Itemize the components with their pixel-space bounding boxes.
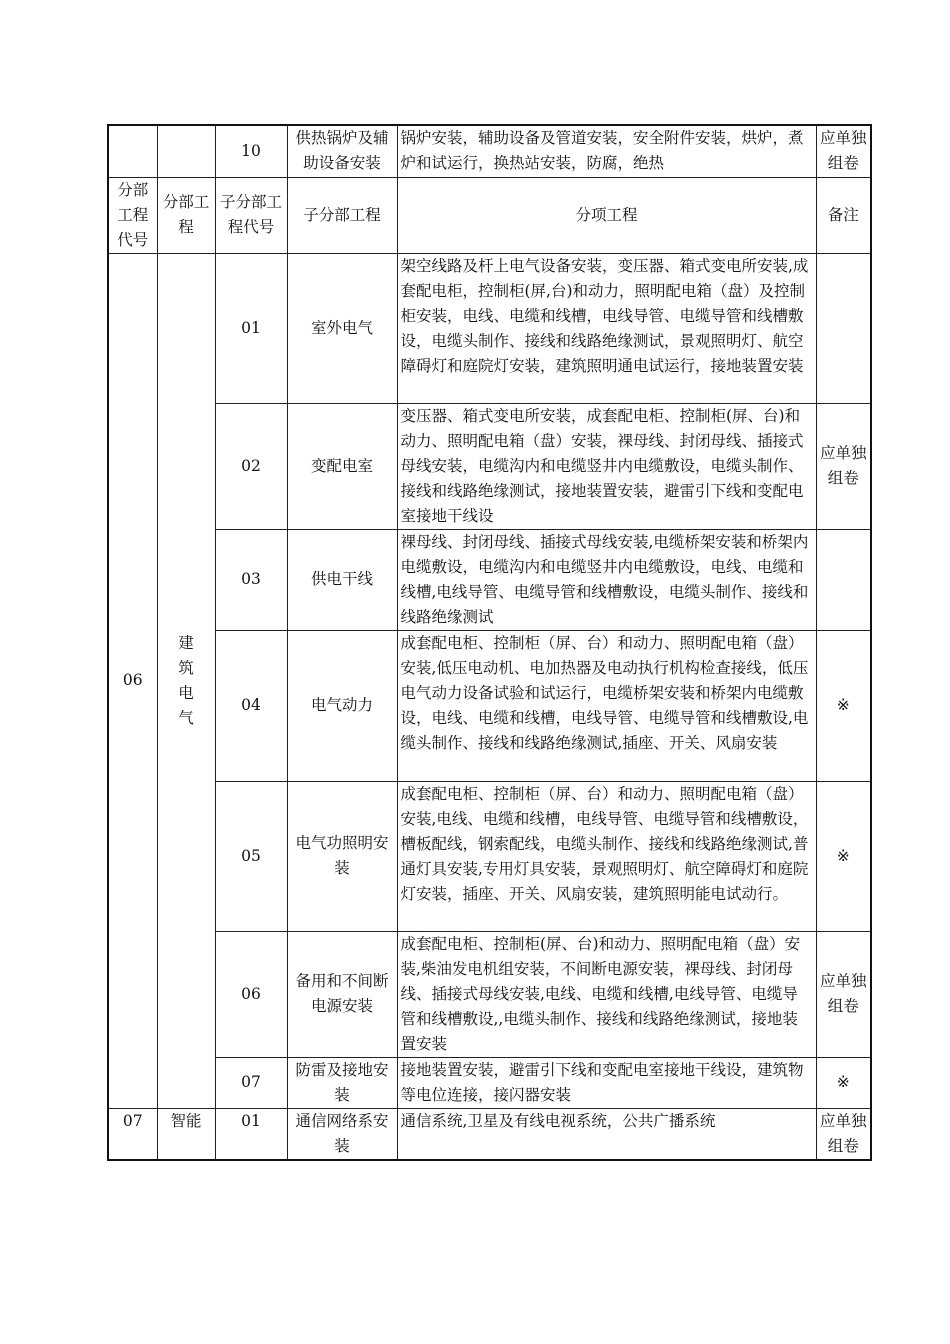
remark-cell: 应单独组卷	[816, 1108, 871, 1160]
sub-code-cell: 03	[215, 529, 287, 630]
sub-name-cell: 电气动力	[287, 630, 397, 781]
sub-code-cell: 01	[215, 253, 287, 403]
table-row	[108, 1108, 871, 1160]
sub-code-cell: 06	[215, 931, 287, 1057]
table-row	[108, 253, 871, 403]
sub-name-cell: 备用和不间断电源安装	[287, 931, 397, 1057]
sub-name-cell: 防雷及接地安装	[287, 1057, 397, 1108]
sub-name-cell: 供热锅炉及辅助设备安装	[287, 125, 397, 177]
items-cell: 接地装置安装，避雷引下线和变配电室接地干线设，建筑物等电位连接，接闪器安装	[397, 1057, 816, 1108]
sub-name-cell: 变配电室	[287, 403, 397, 529]
header-items: 分项工程	[397, 177, 816, 253]
remark-cell: ※	[816, 1057, 871, 1108]
division-name-cell: 建 筑 电 气	[157, 253, 215, 1108]
header-division-code: 分部工程代号	[108, 177, 157, 253]
sub-code-cell: 04	[215, 630, 287, 781]
remark-cell	[816, 253, 871, 403]
sub-name-cell: 电气功照明安装	[287, 781, 397, 931]
items-cell: 成套配电柜、控制柜（屏、台）和动力、照明配电箱（盘）安装,低压电动机、电加热器及电动执行机构检查接线，低压电气动力设备试验和试运行，电缆桥架安装和桥架内电缆敷设，电线、电缆和线槽，电线导管、电缆导管和线槽敷设,电缆头制作、接线和线路绝缘测试,插座、开关、风扇安装	[397, 630, 816, 781]
items-cell: 裸母线、封闭母线、插接式母线安装,电缆桥架安装和桥架内电缆敷设，电缆沟内和电缆竖井内电缆敷设，电线、电缆和线槽,电线导管、电缆导管和线槽敷设，电缆头制作、接线和线路绝缘测试	[397, 529, 816, 630]
items-cell: 锅炉安装，辅助设备及管道安装，安全附件安装，烘炉，煮炉和试运行，换热站安装，防腐，绝热	[397, 125, 816, 177]
table-row	[108, 403, 871, 529]
sub-name-cell: 室外电气	[287, 253, 397, 403]
remark-cell: 应单独组卷	[816, 931, 871, 1057]
header-sub-code: 子分部工程代号	[215, 177, 287, 253]
table-row	[108, 1057, 871, 1108]
items-cell: 变压器、箱式变电所安装，成套配电柜、控制柜(屏、台)和动力、照明配电箱（盘）安装，裸母线、封闭母线、插接式母线安装，电缆沟内和电缆竖井内电缆敷设，电缆头制作、接线和线路绝缘测试，接地装置安装，避雷引下线和变配电室接地干线设	[397, 403, 816, 529]
remark-cell	[816, 529, 871, 630]
table-row	[108, 125, 871, 177]
table-row	[108, 529, 871, 630]
header-row	[108, 177, 871, 253]
items-cell: 通信系统,卫星及有线电视系统，公共广播系统	[397, 1108, 816, 1160]
division-name-cell	[157, 125, 215, 177]
sub-name-cell: 通信网络系安装	[287, 1108, 397, 1160]
sub-code-cell: 02	[215, 403, 287, 529]
table-row	[108, 630, 871, 781]
sub-name-cell: 供电干线	[287, 529, 397, 630]
items-cell: 成套配电柜、控制柜（屏、台）和动力、照明配电箱（盘）安装,电线、电缆和线槽，电线导管、电缆导管和线槽敷设，槽板配线，钢索配线，电缆头制作、接线和线路绝缘测试,普通灯具安装,专用灯具安装，景观照明灯、航空障碍灯和庭院灯安装，插座、开关、风扇安装，建筑照明能电试动行。	[397, 781, 816, 931]
remark-cell: ※	[816, 630, 871, 781]
items-cell: 成套配电柜、控制柜(屏、台)和动力、照明配电箱（盘）安装,柴油发电机组安装，不间断电源安装，裸母线、封闭母线、插接式母线安装,电线、电缆和线槽,电线导管、电缆导管和线槽敷设,,电缆头制作、接线和线路绝缘测试，接地装置安装	[397, 931, 816, 1057]
sub-code-cell: 07	[215, 1057, 287, 1108]
division-name-cell: 智能	[157, 1108, 215, 1160]
division-code-cell: 06	[108, 253, 157, 1108]
table-row	[108, 931, 871, 1057]
sub-code-cell: 01	[215, 1108, 287, 1160]
table-row	[108, 781, 871, 931]
header-remark: 备注	[816, 177, 871, 253]
division-table	[107, 124, 872, 1161]
remark-cell: ※	[816, 781, 871, 931]
remark-cell: 应单独组卷	[816, 125, 871, 177]
remark-cell: 应单独组卷	[816, 403, 871, 529]
sub-code-cell: 05	[215, 781, 287, 931]
header-sub-name: 子分部工程	[287, 177, 397, 253]
items-cell: 架空线路及杆上电气设备安装，变压器、箱式变电所安装,成套配电柜，控制柜(屏,台)和动力，照明配电箱（盘）及控制柜安装，电线、电缆和线槽，电线导管、电缆导管和线槽敷设，电缆头制作、接线和线路绝缘测试，景观照明灯、航空障碍灯和庭院灯安装，建筑照明通电试运行，接地装置安装	[397, 253, 816, 403]
header-division-name: 分部工程	[157, 177, 215, 253]
division-code-cell: 07	[108, 1108, 157, 1160]
sub-code-cell: 10	[215, 125, 287, 177]
division-code-cell	[108, 125, 157, 177]
